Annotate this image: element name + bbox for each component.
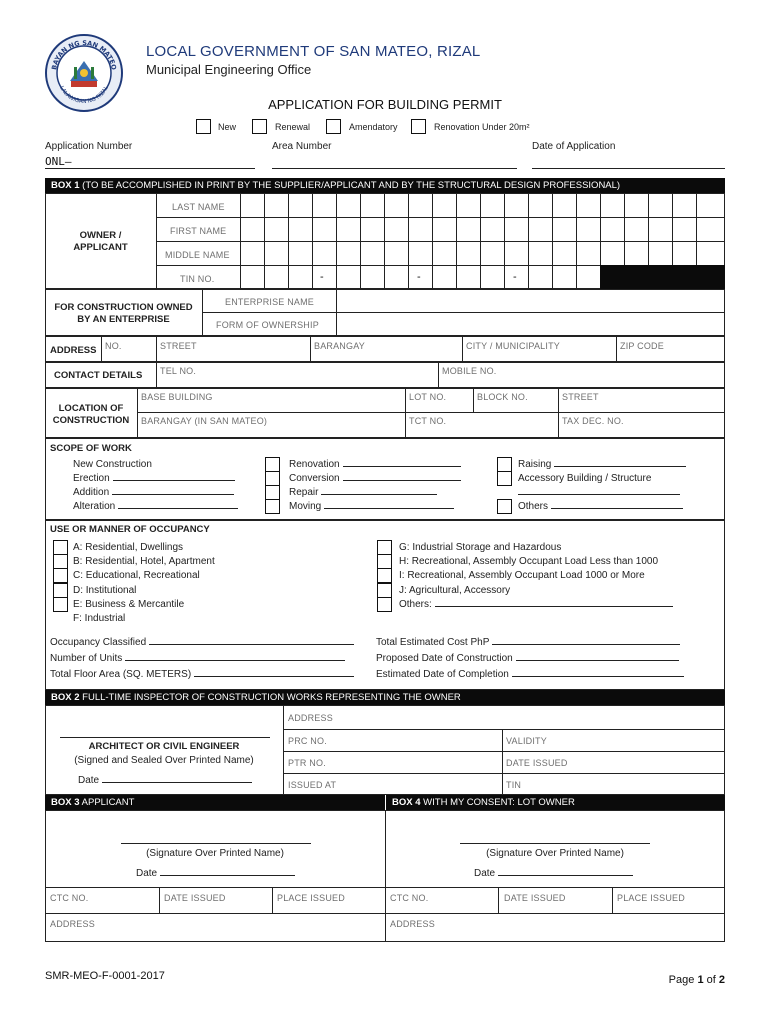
box1-header	[45, 178, 725, 193]
scope-col1-item-0: New Construction	[73, 459, 152, 470]
tin-label: TIN NO.	[180, 274, 215, 284]
address-barangay-label: BARANGAY	[314, 341, 365, 351]
tin-dash-3: -	[513, 271, 517, 283]
applicant-address-label: ADDRESS	[50, 919, 95, 929]
scope-col2-checkbox-1[interactable]	[265, 471, 280, 486]
occupancy-a-checkbox-0[interactable]	[53, 540, 68, 555]
occupancy-b-item-0: G: Industrial Storage and Hazardous	[399, 542, 562, 553]
block-no-label: BLOCK NO.	[477, 392, 528, 402]
box3-header	[45, 795, 385, 810]
contact-row[interactable]	[45, 362, 725, 388]
mobile-no-label: MOBILE NO.	[442, 366, 497, 376]
lot-owner-ctc-label: CTC NO.	[390, 893, 429, 903]
scope-col3-item-1: Accessory Building / Structure	[518, 473, 652, 484]
date-of-application-label: Date of Application	[532, 141, 616, 152]
form-title: APPLICATION FOR BUILDING PERMIT	[268, 97, 502, 112]
enterprise-label: FOR CONSTRUCTION OWNED BY AN ENTERPRISE	[54, 302, 193, 325]
grid-cell-divider	[528, 193, 529, 289]
grid-cell-divider	[576, 193, 577, 289]
occupancy-a-item-5: F: Industrial	[73, 613, 126, 624]
validity-label: VALIDITY	[506, 736, 547, 746]
occupancy-classified-field[interactable]: Occupancy Classified	[50, 637, 354, 648]
barangay-san-mateo-label: BARANGAY (IN SAN MATEO)	[141, 416, 268, 426]
scope-col2-item-3: Moving	[289, 501, 454, 512]
lot-owner-address-label: ADDRESS	[390, 919, 435, 929]
date-of-application-field[interactable]	[532, 155, 725, 169]
box2-address-label: ADDRESS	[288, 713, 333, 723]
grid-cell-divider	[288, 193, 289, 289]
signed-sealed-label: (Signed and Sealed Over Printed Name)	[74, 755, 254, 766]
applicant-ctc-label: CTC NO.	[50, 893, 89, 903]
occupancy-b-item-4: Others:	[399, 599, 673, 610]
grid-cell-divider	[480, 193, 481, 289]
lgu-name: LOCAL GOVERNMENT OF SAN MATEO, RIZAL	[146, 43, 481, 60]
page-indicator: Page 1 of 2	[668, 974, 725, 986]
owner-label: OWNER / APPLICANT	[73, 230, 128, 253]
office-name: Municipal Engineering Office	[146, 62, 312, 77]
address-label: ADDRESS	[50, 345, 97, 356]
box2-title: BOX 2	[51, 692, 80, 703]
tin-dash-1: -	[320, 271, 324, 283]
prc-no-label: PRC NO.	[288, 736, 327, 746]
scope-col3-checkbox-3[interactable]	[497, 499, 512, 514]
occupancy-b-checkbox-2[interactable]	[377, 568, 392, 583]
base-building-label: BASE BUILDING	[141, 392, 213, 402]
location-street-label: STREET	[562, 392, 599, 402]
occupancy-title: USE OR MANNER OF OCCUPANCY	[50, 524, 210, 535]
scope-col2-checkbox-0[interactable]	[265, 457, 280, 472]
scope-col3-item-0: Raising	[518, 459, 686, 470]
occupancy-b-item-3: J: Agricultural, Accessory	[399, 584, 511, 596]
grid-cell-divider	[384, 193, 385, 289]
occupancy-b-checkbox-3[interactable]	[377, 583, 392, 598]
form-of-ownership-label: FORM OF OWNERSHIP	[216, 320, 319, 330]
grid-cell-divider	[552, 193, 553, 289]
box2-subtitle: FULL-TIME INSPECTOR OF CONSTRUCTION WORKS REPRESENTING THE OWNER	[82, 692, 461, 703]
proposed-date-field[interactable]: Proposed Date of Construction	[376, 653, 679, 664]
tin-dash-2: -	[417, 271, 421, 283]
lot-owner-signature-line[interactable]	[460, 843, 650, 844]
lot-no-label: LOT NO.	[409, 392, 447, 402]
occupancy-a-checkbox-4[interactable]	[53, 597, 68, 612]
renewal-label: Renewal	[275, 122, 311, 132]
applicant-signature-label: (Signature Over Printed Name)	[146, 848, 284, 859]
occupancy-a-item-1: B: Residential, Hotel, Apartment	[73, 556, 215, 568]
scope-col3-item-2	[518, 487, 680, 498]
amendatory-label: Amendatory	[349, 122, 398, 132]
lot-owner-place-issued-label: PLACE ISSUED	[617, 893, 685, 903]
address-no-label: NO.	[105, 341, 122, 351]
contact-details-label: CONTACT DETAILS	[54, 370, 143, 381]
total-floor-area-field[interactable]: Total Floor Area (SQ. METERS)	[50, 669, 354, 680]
lot-owner-signature-label: (Signature Over Printed Name)	[486, 848, 624, 859]
grid-cell-divider	[456, 193, 457, 289]
form-code: SMR-MEO-F-0001-2017	[45, 970, 165, 982]
scope-col3-item-3: Others	[518, 501, 683, 512]
number-of-units-field[interactable]: Number of Units	[50, 653, 345, 664]
svg-text:LALAWIGAN NG RIZAL: LALAWIGAN NG RIZAL	[58, 85, 110, 106]
tin-blackout	[600, 265, 725, 289]
issued-at-label: ISSUED AT	[288, 780, 337, 790]
address-city-label: CITY / MUNICIPALITY	[466, 341, 560, 351]
renewal-checkbox[interactable]	[252, 119, 267, 134]
scope-col1-item-2: Addition	[73, 487, 234, 498]
scope-of-work-title: SCOPE OF WORK	[50, 443, 132, 454]
renovation-label: Renovation Under 20m²	[434, 122, 530, 132]
grid-cell-divider	[312, 193, 313, 289]
address-street-label: STREET	[160, 341, 197, 351]
scope-col2-checkbox-3[interactable]	[265, 499, 280, 514]
scope-col1-item-1: Erection	[73, 473, 235, 484]
area-number-field[interactable]	[272, 155, 517, 169]
box4-title: BOX 4	[392, 797, 421, 808]
last-name-label: LAST NAME	[172, 202, 225, 212]
tel-no-label: TEL NO.	[160, 366, 197, 376]
scope-col3-checkbox-0[interactable]	[497, 457, 512, 472]
occupancy-b-item-2: I: Recreational, Assembly Occupant Load 1000 or More	[399, 570, 645, 582]
applicant-date-issued-label: DATE ISSUED	[164, 893, 226, 903]
occupancy-b-checkbox-4[interactable]	[377, 597, 392, 612]
middle-name-label: MIDDLE NAME	[165, 250, 230, 260]
scope-col3-checkbox-1[interactable]	[497, 471, 512, 486]
box1-subtitle: (TO BE ACCOMPLISHED IN PRINT BY THE SUPPLIER/APPLICANT AND BY THE STRUCTURAL DESIGN PROFESSIONAL)	[82, 180, 621, 191]
application-number-field[interactable]: ONL–	[45, 155, 255, 169]
occupancy-a-checkbox-3[interactable]	[53, 583, 68, 598]
svg-text:BAYAN NG SAN MATEO: BAYAN NG SAN MATEO	[50, 38, 118, 71]
scope-col1-item-3: Alteration	[73, 501, 238, 512]
occupancy-a-checkbox-2[interactable]	[53, 568, 68, 583]
occupancy-a-checkbox-1[interactable]	[53, 554, 68, 569]
box4-header	[385, 795, 725, 810]
grid-cell-divider	[336, 193, 337, 289]
grid-cell-divider	[432, 193, 433, 289]
total-estimated-cost-field[interactable]: Total Estimated Cost PhP	[376, 637, 680, 648]
box3-title: BOX 3	[51, 797, 80, 808]
grid-cell-divider	[360, 193, 361, 289]
box2-tin-label: TIN	[506, 780, 522, 790]
application-number-label: Application Number	[45, 141, 133, 152]
occupancy-a-item-0: A: Residential, Dwellings	[73, 542, 184, 553]
occupancy-a-item-4: E: Business & Mercantile	[73, 598, 185, 610]
location-label: LOCATION OF CONSTRUCTION	[52, 403, 130, 426]
architect-engineer-label: ARCHITECT OR CIVIL ENGINEER	[88, 741, 240, 752]
enterprise-name-label: ENTERPRISE NAME	[225, 297, 315, 307]
applicant-date-field[interactable]: Date	[136, 868, 295, 879]
applicant-signature-line[interactable]	[121, 843, 311, 844]
address-zip-label: ZIP CODE	[620, 341, 664, 351]
applicant-place-issued-label: PLACE ISSUED	[277, 893, 345, 903]
first-name-label: FIRST NAME	[170, 226, 227, 236]
engineer-signature-line[interactable]	[60, 737, 270, 738]
occupancy-b-checkbox-0[interactable]	[377, 540, 392, 555]
scope-col2-checkbox-2[interactable]	[265, 485, 280, 500]
tct-no-label: TCT NO.	[409, 416, 447, 426]
ptr-no-label: PTR NO.	[288, 758, 326, 768]
grid-cell-divider	[264, 193, 265, 289]
amendatory-checkbox[interactable]	[326, 119, 341, 134]
completion-date-field[interactable]: Estimated Date of Completion	[376, 669, 684, 680]
area-number-label: Area Number	[272, 141, 332, 152]
renovation-checkbox[interactable]	[411, 119, 426, 134]
new-checkbox[interactable]	[196, 119, 211, 134]
scope-col2-item-2: Repair	[289, 487, 437, 498]
occupancy-b-item-1: H: Recreational, Assembly Occupant Load Less than 1000	[399, 556, 659, 568]
occupancy-a-item-3: D: Institutional	[73, 584, 137, 596]
scope-col2-item-1: Conversion	[289, 473, 461, 484]
lot-owner-date-issued-label: DATE ISSUED	[504, 893, 566, 903]
tax-dec-label: TAX DEC. NO.	[562, 416, 624, 426]
grid-cell-divider	[408, 193, 409, 289]
occupancy-a-item-2: C: Educational, Recreational	[73, 570, 200, 582]
occupancy-b-checkbox-1[interactable]	[377, 554, 392, 569]
box2-date-issued-label: DATE ISSUED	[506, 758, 568, 768]
box1-title: BOX 1	[51, 180, 80, 191]
grid-cell-divider	[504, 193, 505, 289]
box4-subtitle: WITH MY CONSENT: LOT OWNER	[423, 797, 575, 808]
lot-owner-date-field[interactable]: Date	[474, 868, 633, 879]
box3-subtitle: APPLICANT	[81, 797, 135, 808]
scope-col2-item-0: Renovation	[289, 459, 461, 470]
box2-header	[45, 690, 725, 705]
new-label: New	[218, 122, 237, 132]
box2-date-field[interactable]: Date	[78, 775, 252, 786]
